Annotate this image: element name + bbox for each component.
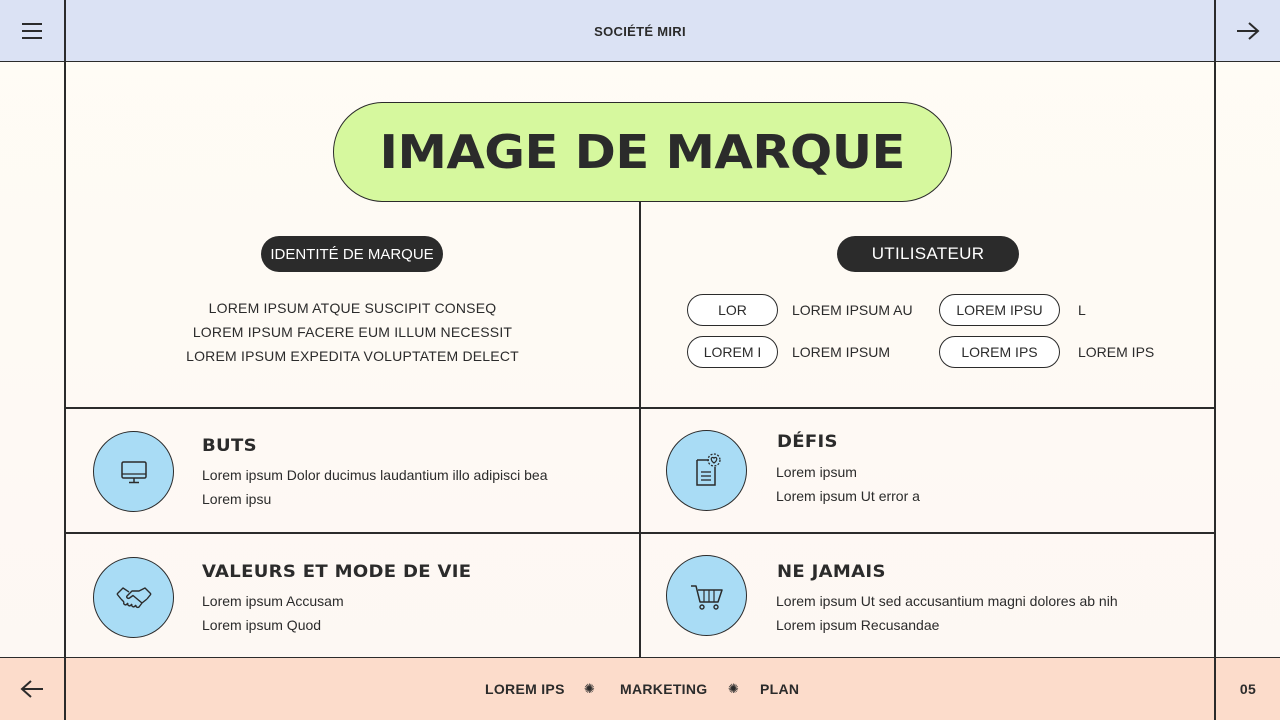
valeurs-text: [202, 589, 622, 637]
title-pill: [333, 102, 952, 202]
monitor-icon: [117, 455, 151, 489]
buts-heading: BUTS: [202, 436, 257, 456]
footer-separator: ✺: [728, 680, 739, 696]
handshake-icon: [114, 581, 154, 615]
valeurs-line: Lorem ipsum Quod: [202, 617, 322, 633]
row-divider-1: [65, 407, 1215, 409]
buts-text: [202, 463, 622, 511]
cart-icon: [688, 579, 726, 613]
arrow-right-icon: [1235, 21, 1261, 41]
hamburger-menu-icon: [21, 22, 43, 40]
next-button[interactable]: [1216, 0, 1280, 62]
previous-button[interactable]: [0, 657, 64, 720]
footer-link-lorem[interactable]: LOREM IPS: [485, 680, 565, 697]
user-tag: LOREM IPSU: [939, 294, 1060, 326]
jamais-heading: NE JAMAIS: [777, 562, 886, 582]
valeurs-line: Lorem ipsum Accusam: [202, 593, 344, 609]
identite-text: [65, 296, 640, 368]
utilisateur-label: UTILISATEUR: [837, 236, 1019, 272]
defis-line: Lorem ipsum Ut error a: [776, 488, 920, 504]
jamais-line: Lorem ipsum Ut sed accusantium magni dolores ab nih: [776, 593, 1118, 609]
arrow-left-icon: [19, 679, 45, 699]
user-tag-text: LOREM IPSUM AU: [792, 302, 913, 318]
defis-line: Lorem ipsum: [776, 464, 857, 480]
footer-separator: ✺: [584, 680, 595, 696]
center-divider: [639, 202, 641, 657]
defis-heading: DÉFIS: [777, 432, 838, 452]
identite-line: LOREM IPSUM EXPEDITA VOLUPTATEM DELECT: [186, 348, 519, 364]
user-tag-text: LOREM IPS: [1078, 344, 1155, 360]
valeurs-heading: VALEURS ET MODE DE VIE: [202, 562, 472, 582]
page-title: IMAGE DE MARQUE: [379, 125, 906, 179]
identite-line: LOREM IPSUM FACERE EUM ILLUM NECESSIT: [192, 324, 513, 340]
row-divider-2: [65, 532, 1215, 534]
jamais-icon-circle: [666, 555, 747, 636]
document-heart-icon: [690, 452, 724, 490]
defis-icon-circle: [666, 430, 747, 511]
right-frame-line: [1214, 0, 1216, 720]
user-tag: LOREM IPS: [939, 336, 1060, 368]
menu-button[interactable]: [0, 0, 64, 62]
footer-link-marketing[interactable]: MARKETING: [620, 680, 708, 697]
user-tag-text: L: [1078, 302, 1086, 318]
identite-label: IDENTITÉ DE MARQUE: [261, 236, 443, 272]
user-tag: LOR: [687, 294, 778, 326]
defis-text: [776, 460, 1196, 508]
user-tag-text: LOREM IPSUM: [792, 344, 891, 360]
valeurs-icon-circle: [93, 557, 174, 638]
footer-link-plan[interactable]: PLAN: [760, 680, 800, 697]
buts-line: Lorem ipsu: [202, 491, 272, 507]
company-name: SOCIÉTÉ MIRI: [594, 23, 686, 39]
buts-line: Lorem ipsum Dolor ducimus laudantium illo adipisci bea: [202, 467, 548, 483]
identite-line: LOREM IPSUM ATQUE SUSCIPIT CONSEQ: [208, 300, 497, 316]
jamais-line: Lorem ipsum Recusandae: [776, 617, 940, 633]
jamais-text: [776, 589, 1206, 637]
buts-icon-circle: [93, 431, 174, 512]
page-number: 05: [1239, 680, 1257, 697]
user-tag: LOREM I: [687, 336, 778, 368]
